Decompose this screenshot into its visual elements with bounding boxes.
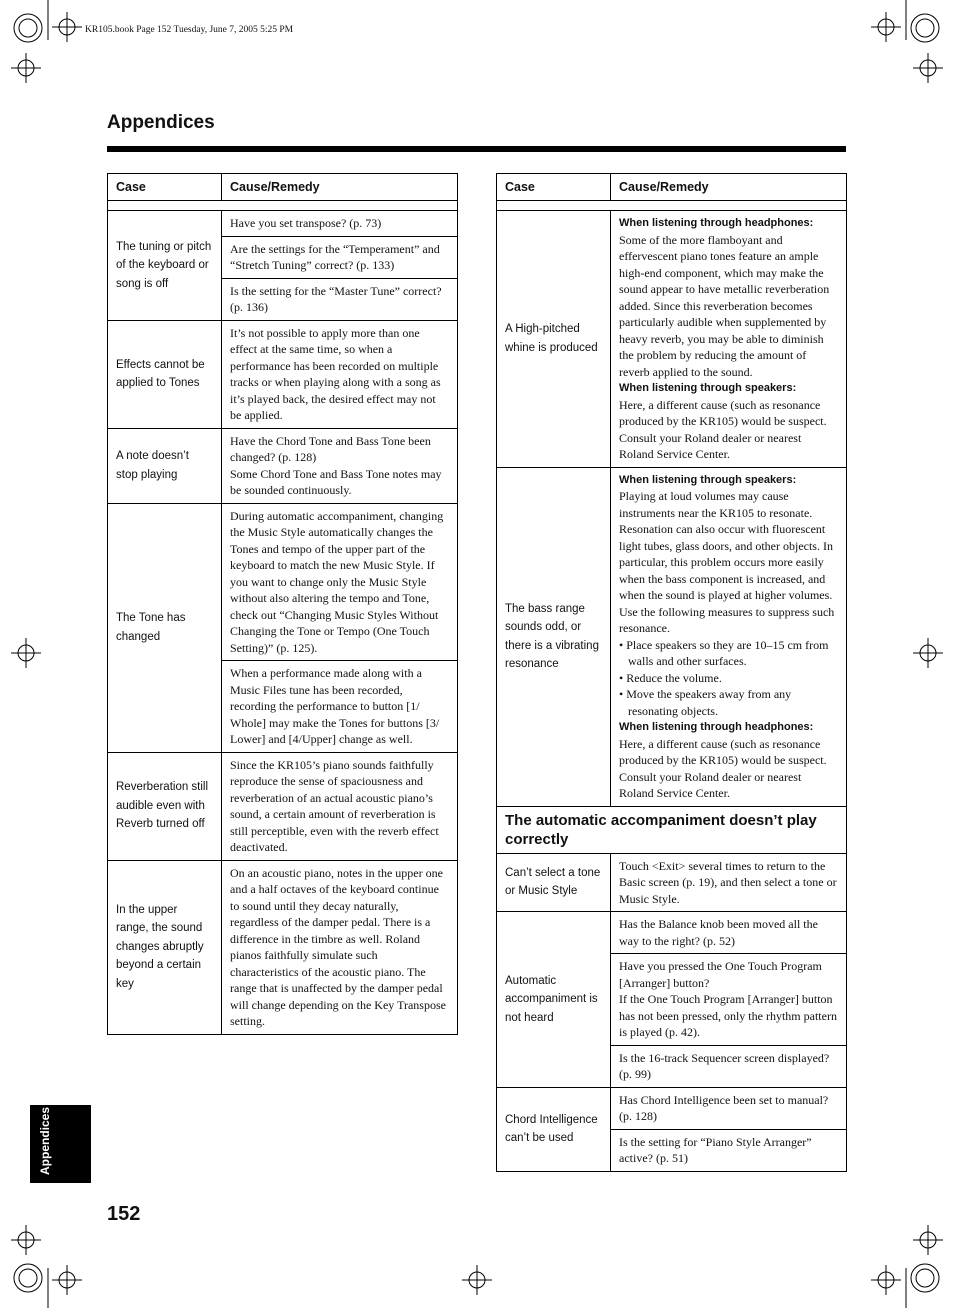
case-cell: Chord Intelligence can’t be used <box>497 1087 611 1171</box>
case-cell: Reverberation still audible even with Reverb turned off <box>108 752 222 860</box>
table-subheading: The automatic accompaniment doesn’t play correctly <box>497 806 847 853</box>
remedy-cell: During automatic accompaniment, changing the Music Style automatically changes the Tones and tempo of the upper part of the keyboard to match the new Music Style. If you want to change only the Music Style without also altering the tempo and Tone, check out “Changing Music Styles Without Changing the Tone or Tempo (One Touch Setting)” (p. 125). <box>222 503 458 661</box>
remedy-cell: Have you pressed the One Touch Program [Arranger] button? If the One Touch Program [Arranger] button has not been pressed, only the rhythm pattern is played (p. 42). <box>611 954 847 1046</box>
table-header-row <box>108 174 458 201</box>
remedy-cell: Has Chord Intelligence been set to manual? (p. 128) <box>611 1087 847 1129</box>
cause-header: Cause/Remedy <box>611 174 847 201</box>
remedy-text: Some of the more flamboyant and effervescent piano tones feature an ample high-end component, which may make the sound appear to have metallic reverberation added. Since this reverberation becomes particularly audible when supplemented by heavy reverb, you may be able to diminish the problem by reducing the amount of reverb applied to the sound. <box>619 232 830 379</box>
bullet-item: • Move the speakers away from any resonating objects. <box>619 687 792 718</box>
title-rule <box>107 146 846 152</box>
case-cell: The bass range sounds odd, or there is a vibrating resonance <box>497 467 611 806</box>
remedy-cell <box>611 467 847 806</box>
remedy-line: Some Chord Tone and Bass Tone notes may be sounded continuously. <box>230 466 442 497</box>
page-number: 152 <box>107 1203 141 1225</box>
table-row <box>108 752 458 860</box>
remedy-cell: Since the KR105’s piano sounds faithfully reproduce the sense of spaciousness and reverberation of an actual acoustic piano’s sound, a certain amount of reverberation is still perceptible, even with the reverb effect deactivated. <box>222 752 458 860</box>
bullet-item: • Place speakers so they are 10–15 cm from walls and other surfaces. <box>619 637 829 668</box>
remedy-line: Have the Chord Tone and Bass Tone been changed? (p. 128) <box>230 433 431 464</box>
table-row <box>108 860 458 1034</box>
bullet-item: • Reduce the volume. <box>619 670 722 685</box>
remedy-text: Playing at loud volumes may cause instruments near the KR105 to resonate. Resonation can also occur with fluorescent light tubes, glass doors, and other objects. In particular, this problem occurs more easily when the bass component is increased, and when the sound is played at higher volumes. Use the following measures to suppress such resonance. <box>619 489 835 635</box>
table-row <box>497 211 847 468</box>
case-cell: Effects cannot be applied to Tones <box>108 320 222 428</box>
case-header: Case <box>497 174 611 201</box>
table-row <box>108 428 458 503</box>
table-row <box>497 467 847 806</box>
table-header-row <box>497 174 847 201</box>
print-header: KR105.book Page 152 Tuesday, June 7, 2005 5:25 PM <box>85 25 294 35</box>
remedy-cell: Has the Balance knob been moved all the way to the right? (p. 52) <box>611 912 847 954</box>
case-cell: A High-pitched whine is produced <box>497 211 611 468</box>
remedy-cell: Touch <Exit> several times to return to the Basic screen (p. 19), and then select a tone or Music Style. <box>611 853 847 912</box>
remedy-cell: Is the 16-track Sequencer screen displayed? (p. 99) <box>611 1045 847 1087</box>
remedy-cell <box>222 428 458 503</box>
remedy-text: Here, a different cause (such as resonance produced by the KR105) would be suspect. Consult your Roland dealer or nearest Roland Service Center. <box>619 736 827 800</box>
remedy-cell <box>611 211 847 468</box>
right-troubleshooting-table <box>496 173 847 1172</box>
case-cell: The tuning or pitch of the keyboard or song is off <box>108 211 222 321</box>
case-cell: Can’t select a tone or Music Style <box>497 853 611 912</box>
table-row <box>497 853 847 912</box>
remedy-cell: Is the setting for the “Master Tune” correct? (p. 136) <box>222 278 458 320</box>
side-tab <box>30 1105 91 1183</box>
table-row <box>497 912 847 954</box>
table-row <box>108 503 458 661</box>
cause-header: Cause/Remedy <box>222 174 458 201</box>
case-header: Case <box>108 174 222 201</box>
remedy-subheading: When listening through headphones: <box>619 217 814 229</box>
side-tab-label: Appendices <box>38 1106 52 1175</box>
remedy-cell: Have you set transpose? (p. 73) <box>222 211 458 237</box>
remedy-subheading: When listening through speakers: <box>619 473 797 486</box>
subheading-row <box>497 806 847 853</box>
remedy-text: Here, a different cause (such as resonance produced by the KR105) would be suspect. Consult your Roland dealer or nearest Roland Service Center. <box>619 397 827 461</box>
table-row <box>108 211 458 237</box>
remedy-cell: It’s not possible to apply more than one effect at the same time, so when a performance has been recorded on multiple tracks or when playing along with a song as it’s played back, the desired effect may not be applied. <box>222 320 458 428</box>
section-title: Appendices <box>107 112 215 133</box>
case-cell: Automatic accompaniment is not heard <box>497 912 611 1088</box>
table-row <box>497 1087 847 1129</box>
table-row <box>108 320 458 428</box>
case-cell: In the upper range, the sound changes abruptly beyond a certain key <box>108 860 222 1034</box>
case-cell: A note doesn’t stop playing <box>108 428 222 503</box>
case-cell: The Tone has changed <box>108 503 222 752</box>
remedy-cell: Is the setting for “Piano Style Arranger” active? (p. 51) <box>611 1129 847 1171</box>
remedy-subheading: When listening through headphones: <box>619 721 814 733</box>
remedy-cell: When a performance made along with a Music Files tune has been recorded, recording the performance to button [1/ Whole] may make the Tones for buttons [3/ Lower] and [4/Upper] change as well. <box>222 661 458 753</box>
remedy-subheading: When listening through speakers: <box>619 382 797 394</box>
remedy-cell: On an acoustic piano, notes in the upper one and a half octaves of the keyboard continue to sound until they decay naturally, regardless of the damper pedal. There is a difference in the timbre as well. Roland pianos faithfully simulate such characteristics of the acoustic piano. The range that is unaffected by the damper pedal will change depending on the Key Transpose setting. <box>222 860 458 1034</box>
remedy-cell: Are the settings for the “Temperament” and “Stretch Tuning” correct? (p. 133) <box>222 236 458 278</box>
left-troubleshooting-table <box>107 173 458 1035</box>
